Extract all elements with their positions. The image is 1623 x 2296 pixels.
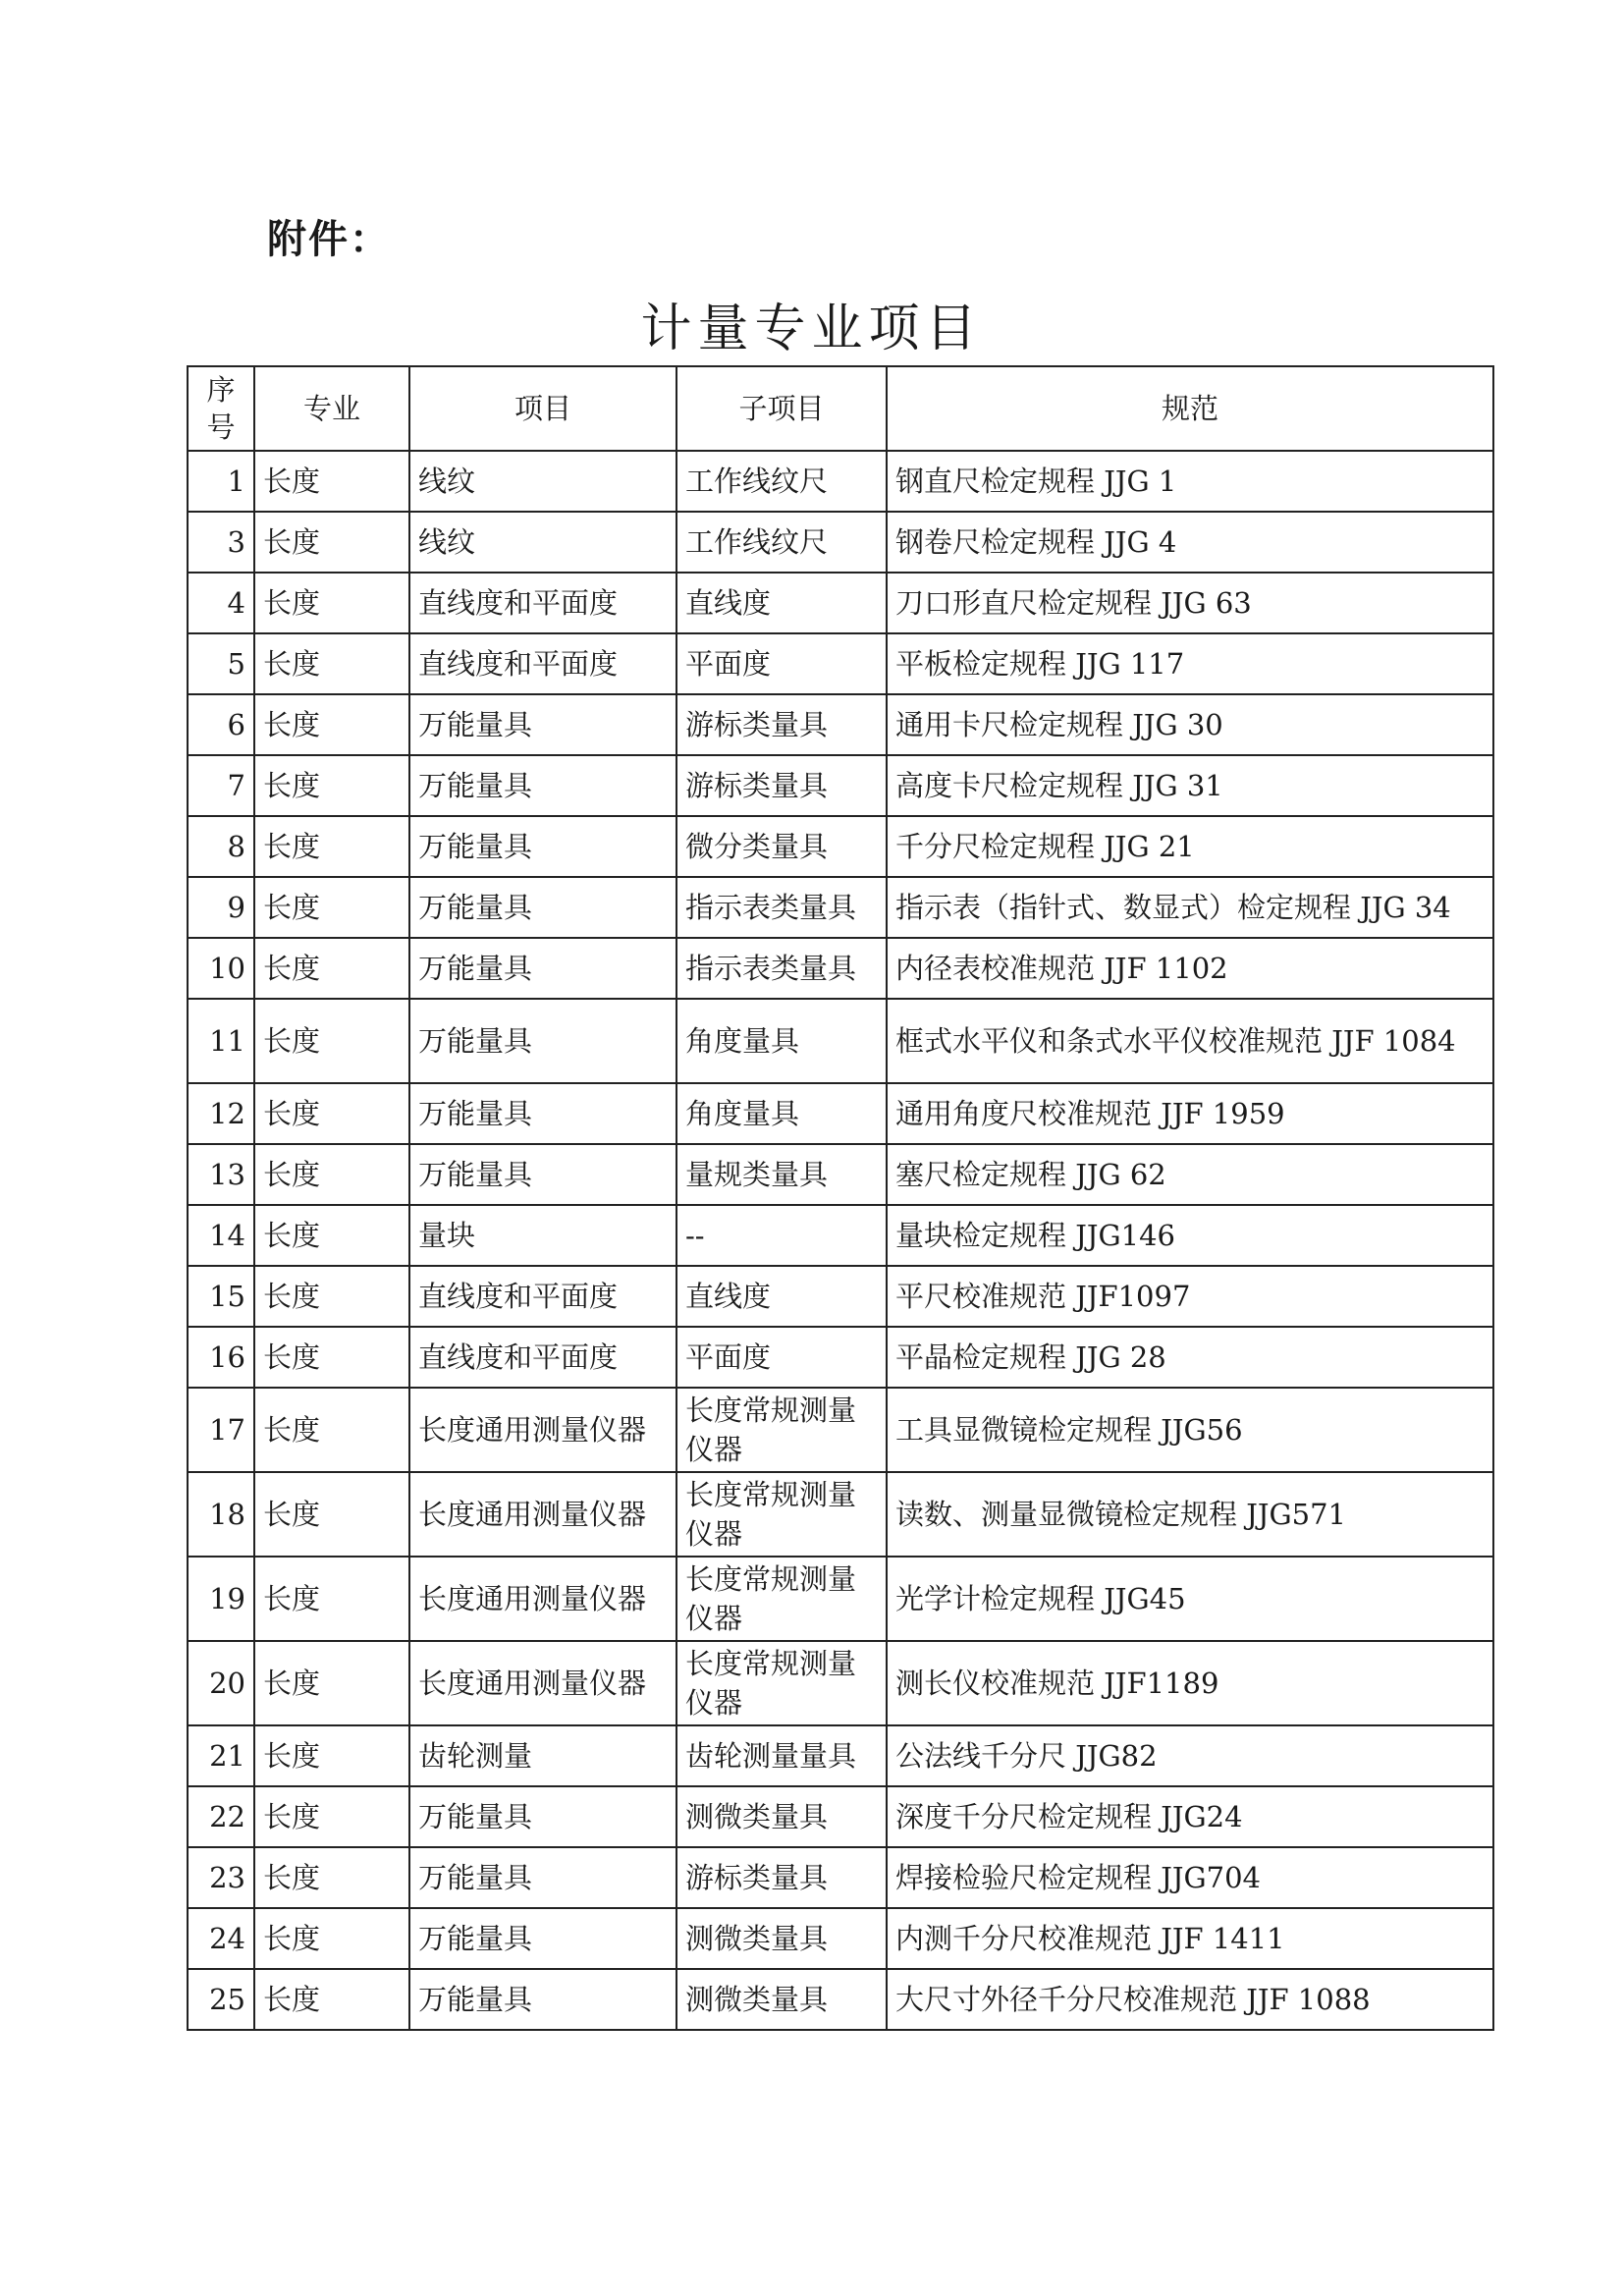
row-serial-number: 20 bbox=[188, 1641, 254, 1725]
row-major: 长度 bbox=[254, 633, 409, 694]
row-serial-number: 14 bbox=[188, 1205, 254, 1266]
row-subproject: 角度量具 bbox=[676, 999, 887, 1083]
table-row bbox=[188, 1725, 1493, 1786]
table-row bbox=[188, 1557, 1493, 1641]
table-row bbox=[188, 1472, 1493, 1557]
row-serial-number: 25 bbox=[188, 1969, 254, 2030]
row-serial-number: 18 bbox=[188, 1472, 254, 1557]
row-serial-number: 17 bbox=[188, 1388, 254, 1472]
row-major: 长度 bbox=[254, 1266, 409, 1327]
row-project: 万能量具 bbox=[409, 1144, 676, 1205]
row-subproject: 长度常规测量仪器 bbox=[676, 1557, 887, 1641]
table-row bbox=[188, 999, 1493, 1083]
row-subproject: 工作线纹尺 bbox=[676, 512, 887, 573]
row-specification: 通用卡尺检定规程 JJG 30 bbox=[887, 694, 1493, 755]
table-row bbox=[188, 1388, 1493, 1472]
row-subproject: 齿轮测量量具 bbox=[676, 1725, 887, 1786]
table-body bbox=[188, 451, 1493, 2030]
row-serial-number: 13 bbox=[188, 1144, 254, 1205]
row-project: 万能量具 bbox=[409, 999, 676, 1083]
page-title: 计量专业项目 bbox=[640, 300, 983, 358]
row-serial-number: 5 bbox=[188, 633, 254, 694]
row-project: 线纹 bbox=[409, 512, 676, 573]
header-project: 项目 bbox=[409, 366, 676, 451]
row-specification: 塞尺检定规程 JJG 62 bbox=[887, 1144, 1493, 1205]
row-project: 万能量具 bbox=[409, 694, 676, 755]
row-project: 万能量具 bbox=[409, 877, 676, 938]
row-subproject: 游标类量具 bbox=[676, 694, 887, 755]
table-row bbox=[188, 938, 1493, 999]
row-subproject: 游标类量具 bbox=[676, 1847, 887, 1908]
row-specification: 通用角度尺校准规范 JJF 1959 bbox=[887, 1083, 1493, 1144]
row-specification: 工具显微镜检定规程 JJG56 bbox=[887, 1388, 1493, 1472]
row-specification: 钢卷尺检定规程 JJG 4 bbox=[887, 512, 1493, 573]
row-major: 长度 bbox=[254, 938, 409, 999]
table-row bbox=[188, 633, 1493, 694]
row-project: 长度通用测量仪器 bbox=[409, 1557, 676, 1641]
row-project: 直线度和平面度 bbox=[409, 633, 676, 694]
row-project: 万能量具 bbox=[409, 816, 676, 877]
row-serial-number: 22 bbox=[188, 1786, 254, 1847]
row-project: 长度通用测量仪器 bbox=[409, 1641, 676, 1725]
attachment-label: 附件： bbox=[267, 217, 391, 262]
header-subproject: 子项目 bbox=[676, 366, 887, 451]
row-specification: 内径表校准规范 JJF 1102 bbox=[887, 938, 1493, 999]
table-row bbox=[188, 512, 1493, 573]
row-specification: 平尺校准规范 JJF1097 bbox=[887, 1266, 1493, 1327]
row-serial-number: 15 bbox=[188, 1266, 254, 1327]
table-row bbox=[188, 1786, 1493, 1847]
row-specification: 公法线千分尺 JJG82 bbox=[887, 1725, 1493, 1786]
row-major: 长度 bbox=[254, 877, 409, 938]
row-specification: 刀口形直尺检定规程 JJG 63 bbox=[887, 573, 1493, 633]
specification-table bbox=[187, 365, 1494, 2031]
row-subproject: 指示表类量具 bbox=[676, 877, 887, 938]
table-row bbox=[188, 877, 1493, 938]
row-project: 万能量具 bbox=[409, 1847, 676, 1908]
row-major: 长度 bbox=[254, 999, 409, 1083]
table-row bbox=[188, 451, 1493, 512]
row-project: 万能量具 bbox=[409, 1083, 676, 1144]
row-specification: 量块检定规程 JJG146 bbox=[887, 1205, 1493, 1266]
row-project: 线纹 bbox=[409, 451, 676, 512]
table-row bbox=[188, 1083, 1493, 1144]
row-major: 长度 bbox=[254, 1144, 409, 1205]
row-subproject: 游标类量具 bbox=[676, 755, 887, 816]
table-row bbox=[188, 1327, 1493, 1388]
row-serial-number: 23 bbox=[188, 1847, 254, 1908]
row-major: 长度 bbox=[254, 816, 409, 877]
row-serial-number: 16 bbox=[188, 1327, 254, 1388]
row-serial-number: 12 bbox=[188, 1083, 254, 1144]
row-subproject: 长度常规测量仪器 bbox=[676, 1472, 887, 1557]
table-row bbox=[188, 816, 1493, 877]
table-row bbox=[188, 1144, 1493, 1205]
row-specification: 测长仪校准规范 JJF1189 bbox=[887, 1641, 1493, 1725]
row-subproject: 工作线纹尺 bbox=[676, 451, 887, 512]
row-specification: 指示表（指针式、数显式）检定规程 JJG 34 bbox=[887, 877, 1493, 938]
row-serial-number: 19 bbox=[188, 1557, 254, 1641]
row-specification: 千分尺检定规程 JJG 21 bbox=[887, 816, 1493, 877]
row-subproject: 角度量具 bbox=[676, 1083, 887, 1144]
row-subproject: 直线度 bbox=[676, 573, 887, 633]
row-subproject: 测微类量具 bbox=[676, 1969, 887, 2030]
row-major: 长度 bbox=[254, 1083, 409, 1144]
row-serial-number: 10 bbox=[188, 938, 254, 999]
row-major: 长度 bbox=[254, 1786, 409, 1847]
table-row bbox=[188, 1205, 1493, 1266]
row-project: 直线度和平面度 bbox=[409, 573, 676, 633]
table-row bbox=[188, 573, 1493, 633]
row-major: 长度 bbox=[254, 755, 409, 816]
row-project: 万能量具 bbox=[409, 938, 676, 999]
header-serial-number: 序 号 bbox=[188, 366, 254, 451]
header-major: 专业 bbox=[254, 366, 409, 451]
row-serial-number: 1 bbox=[188, 451, 254, 512]
row-major: 长度 bbox=[254, 1725, 409, 1786]
row-project: 量块 bbox=[409, 1205, 676, 1266]
row-serial-number: 24 bbox=[188, 1908, 254, 1969]
row-major: 长度 bbox=[254, 1908, 409, 1969]
row-major: 长度 bbox=[254, 512, 409, 573]
row-serial-number: 3 bbox=[188, 512, 254, 573]
table-row bbox=[188, 755, 1493, 816]
row-specification: 钢直尺检定规程 JJG 1 bbox=[887, 451, 1493, 512]
row-subproject: 平面度 bbox=[676, 633, 887, 694]
row-major: 长度 bbox=[254, 1472, 409, 1557]
row-specification: 平板检定规程 JJG 117 bbox=[887, 633, 1493, 694]
row-major: 长度 bbox=[254, 1557, 409, 1641]
row-specification: 光学计检定规程 JJG45 bbox=[887, 1557, 1493, 1641]
row-subproject: 微分类量具 bbox=[676, 816, 887, 877]
row-project: 直线度和平面度 bbox=[409, 1266, 676, 1327]
row-serial-number: 11 bbox=[188, 999, 254, 1083]
table-row bbox=[188, 1908, 1493, 1969]
row-subproject: 指示表类量具 bbox=[676, 938, 887, 999]
row-specification: 焊接检验尺检定规程 JJG704 bbox=[887, 1847, 1493, 1908]
row-project: 万能量具 bbox=[409, 1786, 676, 1847]
row-major: 长度 bbox=[254, 1969, 409, 2030]
row-specification: 大尺寸外径千分尺校准规范 JJF 1088 bbox=[887, 1969, 1493, 2030]
row-subproject: 直线度 bbox=[676, 1266, 887, 1327]
row-major: 长度 bbox=[254, 1205, 409, 1266]
row-project: 万能量具 bbox=[409, 1908, 676, 1969]
row-major: 长度 bbox=[254, 573, 409, 633]
row-project: 万能量具 bbox=[409, 1969, 676, 2030]
row-project: 直线度和平面度 bbox=[409, 1327, 676, 1388]
row-specification: 平晶检定规程 JJG 28 bbox=[887, 1327, 1493, 1388]
row-specification: 读数、测量显微镜检定规程 JJG571 bbox=[887, 1472, 1493, 1557]
row-serial-number: 4 bbox=[188, 573, 254, 633]
row-major: 长度 bbox=[254, 1388, 409, 1472]
row-subproject: -- bbox=[676, 1205, 887, 1266]
table-row bbox=[188, 1847, 1493, 1908]
row-specification: 框式水平仪和条式水平仪校准规范 JJF 1084 bbox=[887, 999, 1493, 1083]
table-row bbox=[188, 1641, 1493, 1725]
row-major: 长度 bbox=[254, 451, 409, 512]
row-serial-number: 21 bbox=[188, 1725, 254, 1786]
row-major: 长度 bbox=[254, 1327, 409, 1388]
row-major: 长度 bbox=[254, 1847, 409, 1908]
table-header-row bbox=[188, 366, 1493, 451]
table-row bbox=[188, 1969, 1493, 2030]
row-major: 长度 bbox=[254, 694, 409, 755]
row-project: 长度通用测量仪器 bbox=[409, 1388, 676, 1472]
row-specification: 高度卡尺检定规程 JJG 31 bbox=[887, 755, 1493, 816]
row-subproject: 长度常规测量仪器 bbox=[676, 1388, 887, 1472]
table-row bbox=[188, 1266, 1493, 1327]
row-serial-number: 6 bbox=[188, 694, 254, 755]
row-project: 万能量具 bbox=[409, 755, 676, 816]
row-subproject: 量规类量具 bbox=[676, 1144, 887, 1205]
row-project: 齿轮测量 bbox=[409, 1725, 676, 1786]
row-serial-number: 8 bbox=[188, 816, 254, 877]
row-project: 长度通用测量仪器 bbox=[409, 1472, 676, 1557]
row-specification: 内测千分尺校准规范 JJF 1411 bbox=[887, 1908, 1493, 1969]
row-serial-number: 9 bbox=[188, 877, 254, 938]
row-subproject: 测微类量具 bbox=[676, 1786, 887, 1847]
row-subproject: 平面度 bbox=[676, 1327, 887, 1388]
table-row bbox=[188, 694, 1493, 755]
row-specification: 深度千分尺检定规程 JJG24 bbox=[887, 1786, 1493, 1847]
row-serial-number: 7 bbox=[188, 755, 254, 816]
header-specification: 规范 bbox=[887, 366, 1493, 451]
row-subproject: 测微类量具 bbox=[676, 1908, 887, 1969]
row-subproject: 长度常规测量仪器 bbox=[676, 1641, 887, 1725]
row-major: 长度 bbox=[254, 1641, 409, 1725]
